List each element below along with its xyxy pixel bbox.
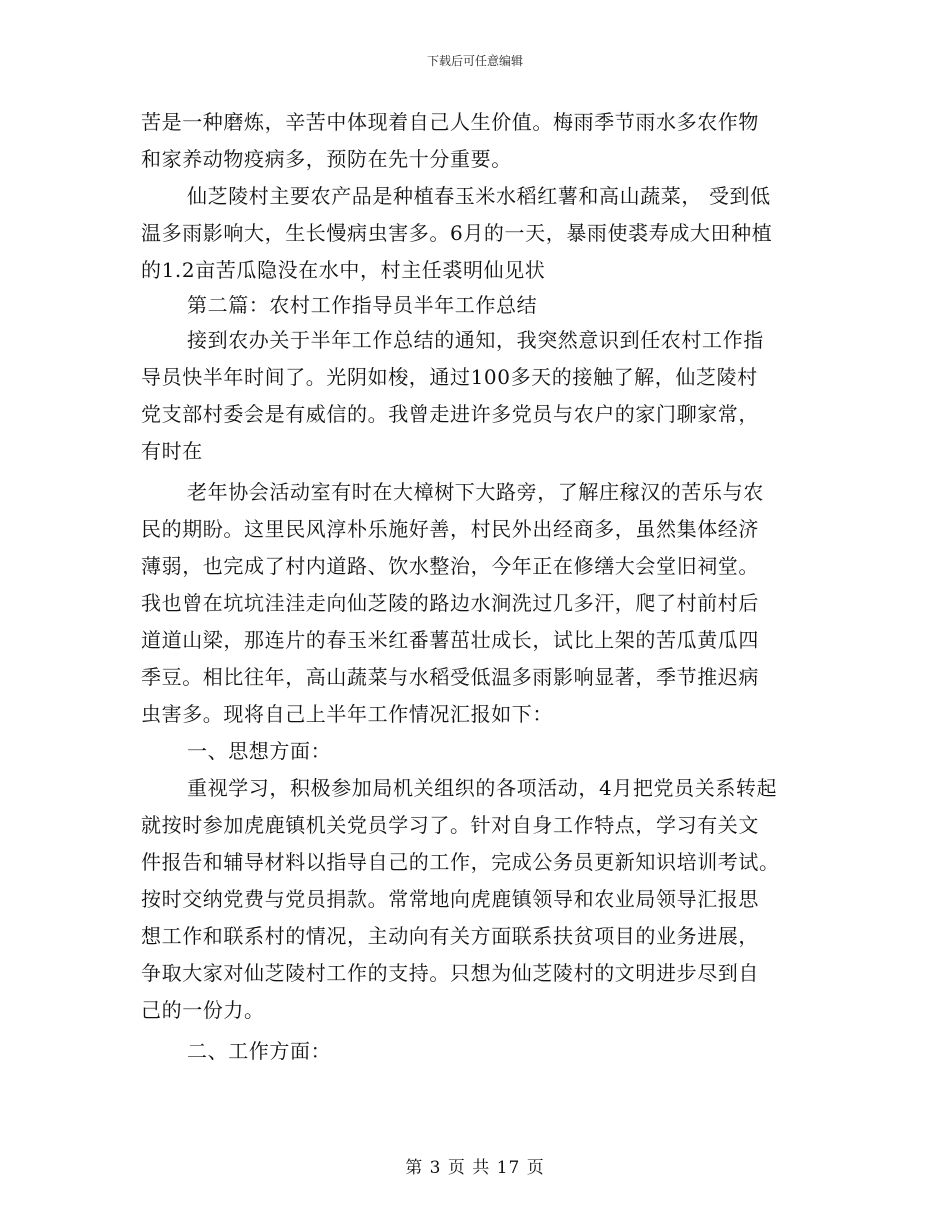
text-line: 道道山梁，那连片的春玉米红番薯茁壮成长，试比上架的苦瓜黄瓜四 (141, 628, 759, 652)
text-line: 导员快半年时间了。光阴如梭，通过100多天的接触了解，仙芝陵村 (141, 365, 758, 389)
page-header-note: 下载后可任意编辑 (426, 54, 523, 68)
paragraph-start-line: 接到农办关于半年工作总结的通知，我突然意识到任农村工作指 (187, 328, 764, 352)
text-line: 民的期盼。这里民风淳朴乐施好善，村民外出经商多，虽然集体经济 (141, 517, 759, 541)
text-line: 薄弱，也完成了村内道路、饮水整治，今年正在修缮大会堂旧祠堂。 (141, 554, 759, 578)
section-heading: 一、思想方面： (187, 739, 332, 763)
text-line: 季豆。相比往年，高山蔬菜与水稻受低温多雨影响显著，季节推迟病 (141, 665, 759, 689)
paragraph-start-line: 老年协会活动室有时在大樟树下大路旁，了解庄稼汉的苦乐与农 (187, 480, 764, 504)
section-heading: 二、工作方面： (187, 1039, 332, 1063)
document-body (141, 104, 811, 1070)
text-line: 争取大家对仙芝陵村工作的支持。只想为仙芝陵村的文明进步尽到自 (141, 961, 759, 985)
section-heading: 第二篇：农村工作指导员半年工作总结 (187, 293, 538, 317)
text-line: 党支部村委会是有威信的。我曾走进许多党员与农户的家门聊家常， (141, 402, 759, 426)
text-line: 就按时参加虎鹿镇机关党员学习了。针对自身工作特点，学习有关文 (141, 813, 759, 837)
text-line: 虫害多。现将自己上半年工作情况汇报如下： (141, 702, 553, 726)
text-line: 苦是一种磨炼，辛苦中体现着自己人生价值。梅雨季节雨水多农作物 (141, 110, 759, 134)
text-line: 的1.2亩苦瓜隐没在水中，村主任裘明仙见状 (141, 258, 546, 282)
text-line: 按时交纳党费与党员捐款。常常地向虎鹿镇领导和农业局领导汇报思 (141, 887, 759, 911)
text-line: 有时在 (141, 439, 203, 463)
text-line: 和家养动物疫病多，预防在先十分重要。 (141, 147, 512, 171)
text-line: 件报告和辅导材料以指导自己的工作，完成公务员更新知识培训考试。 (141, 850, 780, 874)
text-line: 我也曾在坑坑洼洼走向仙芝陵的路边水涧洗过几多汗，爬了村前村后 (141, 591, 759, 615)
text-line: 己的一份力。 (141, 998, 265, 1022)
text-line: 想工作和联系村的情况，主动向有关方面联系扶贫项目的业务进展， (141, 924, 759, 948)
paragraph-start-line: 仙芝陵村主要农产品是种植春玉米水稻红薯和高山蔬菜， 受到低 (187, 184, 771, 208)
paragraph-start-line: 重视学习，积极参加局机关组织的各项活动，4月把党员关系转起 (187, 776, 778, 800)
text-line: 温多雨影响大，生长慢病虫害多。6月的一天，暴雨使裘寿成大田种植 (141, 221, 773, 245)
page-number-footer: 第 3 页 共 17 页 (405, 1158, 545, 1178)
